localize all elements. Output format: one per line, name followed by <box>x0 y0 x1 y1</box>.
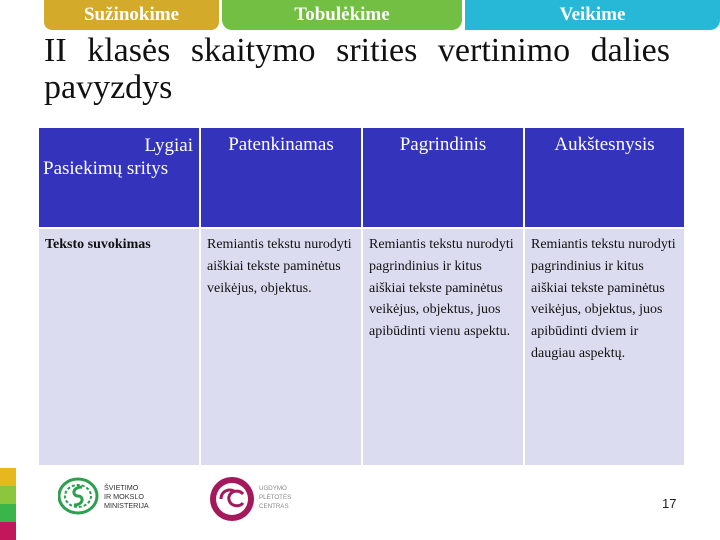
tab-tobulekime[interactable]: Tobulėkime <box>222 0 462 30</box>
tab-suzinokime[interactable]: Sužinokime <box>44 0 219 30</box>
upc-logo-text: UGDYMO PLĖTOTĖS CENTRAS <box>259 485 292 510</box>
strip-yellow <box>0 468 16 486</box>
tab-veikime[interactable]: Veikime <box>465 0 720 30</box>
header-pagrindinis: Pagrindinis <box>362 127 524 228</box>
page-number: 17 <box>662 496 677 511</box>
strip-green <box>0 486 16 504</box>
areas-label: Pasiekimų sritys <box>43 158 169 179</box>
corner-header <box>38 127 200 228</box>
cell-aukstesnysis: Remiantis tekstu nurodyti pagrindinius ir kitus aiškiai tekste paminėtus veikėjus, objektus, juos apibūdinti dviem ir daugiau aspektų. <box>524 228 685 466</box>
header-aukstesnysis: Aukštesnysis <box>524 127 685 228</box>
strip-magenta <box>0 522 16 540</box>
ministry-logo <box>58 476 186 516</box>
slide-title: II klasės skaitymo srities vertinimo dalies pavyzdys <box>44 32 670 106</box>
upc-logo <box>207 474 317 524</box>
assessment-table <box>37 126 686 467</box>
cell-patenkinamas: Remiantis tekstu nurodyti aiškiai tekste paminėtus veikėjus, objektus. <box>200 228 362 466</box>
header-patenkinamas: Patenkinamas <box>200 127 362 228</box>
strip-darkgreen <box>0 504 16 522</box>
area-cell: Teksto suvokimas <box>38 228 200 466</box>
ministry-logo-text: ŠVIETIMO IR MOKSLO MINISTERIJA <box>104 483 149 510</box>
table-header-row <box>38 127 685 228</box>
table-row <box>38 228 685 466</box>
cell-pagrindinis: Remiantis tekstu nurodyti pagrindinius ir kitus aiškiai tekste paminėtus veikėjus, objektus, juos apibūdinti vienu aspektu. <box>362 228 524 466</box>
levels-label: Lygiai <box>144 135 193 156</box>
